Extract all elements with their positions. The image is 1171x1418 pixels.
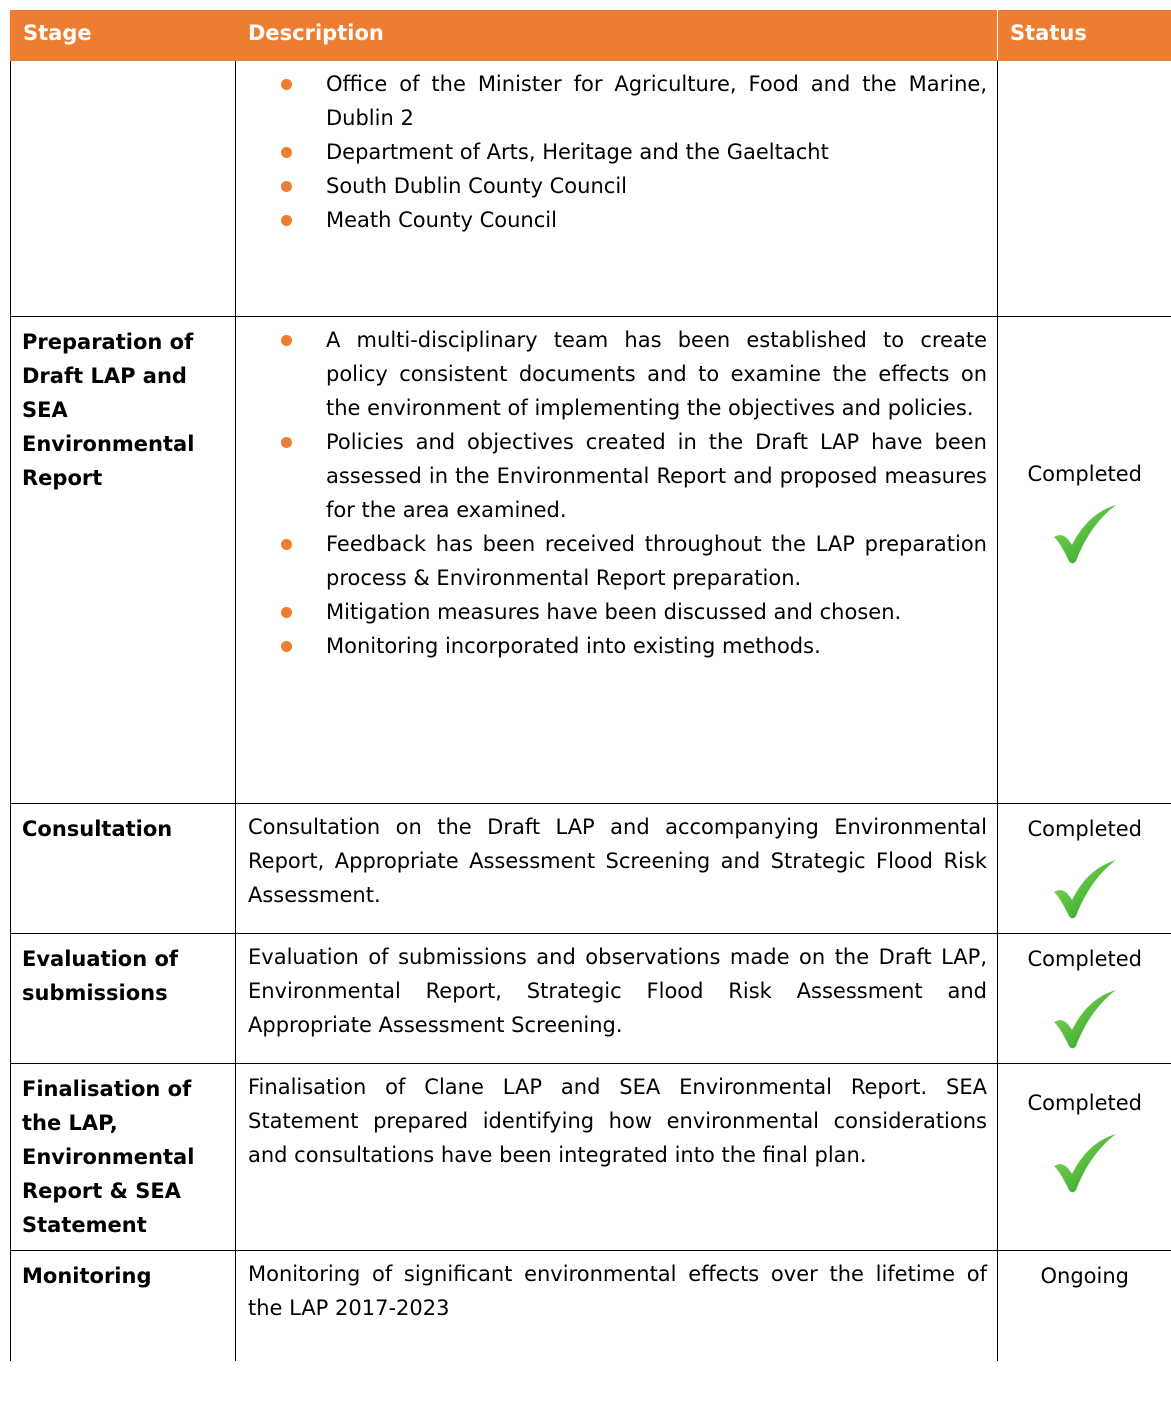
status-cell (998, 804, 1171, 934)
table-row (11, 61, 1171, 317)
table-row (11, 804, 1171, 934)
stage-cell: Consultation (11, 804, 236, 934)
list-item: Monitoring incorporated into existing methods. (248, 629, 987, 663)
orange-bullet-icon (281, 215, 292, 226)
orange-bullet-icon (281, 181, 292, 192)
orange-bullet-icon (281, 641, 292, 652)
status-cell (998, 934, 1171, 1064)
table-row (11, 1251, 1171, 1361)
stage-cell: Preparation of Draft LAP and SEA Environmental Report (11, 317, 236, 804)
stage-cell: Evaluation of submissions (11, 934, 236, 1064)
status-cell (998, 1251, 1171, 1361)
orange-bullet-icon (281, 539, 292, 550)
bullet-list (248, 323, 987, 663)
list-item: Policies and objectives created in the Draft LAP have been assessed in the Environmental Report and proposed measures for the area examined. (248, 425, 987, 527)
header-status: Status (998, 11, 1171, 61)
status-label: Completed (1027, 462, 1143, 486)
header-description: Description (236, 11, 998, 61)
table-row (11, 317, 1171, 804)
status-label: Ongoing (1040, 1264, 1129, 1288)
description-cell: Consultation on the Draft LAP and accompanying Environmental Report, Appropriate Assessment Screening and Strategic Flood Risk Assessment. (236, 804, 998, 934)
orange-bullet-icon (281, 79, 292, 90)
status-label: Completed (1027, 1091, 1143, 1115)
stages-table (10, 10, 1171, 1361)
list-item: Mitigation measures have been discussed and chosen. (248, 595, 987, 629)
orange-bullet-icon (281, 147, 292, 158)
status-cell (998, 1064, 1171, 1251)
description-cell: Finalisation of Clane LAP and SEA Environmental Report. SEA Statement prepared identifying how environmental considerations and consultations have been integrated into the final plan. (236, 1064, 998, 1251)
bullet-list (248, 67, 987, 237)
status-label: Completed (1027, 817, 1143, 841)
status-cell (998, 61, 1171, 317)
stage-cell: Finalisation of the LAP, Environmental Report & SEA Statement (11, 1064, 236, 1251)
description-cell: Evaluation of submissions and observations made on the Draft LAP, Environmental Report, Strategic Flood Risk Assessment and Appropriate Assessment Screening. (236, 934, 998, 1064)
list-item: Department of Arts, Heritage and the Gaeltacht (248, 135, 987, 169)
description-cell (236, 61, 998, 317)
stage-cell (11, 61, 236, 317)
green-checkmark-icon (1052, 988, 1118, 1050)
table-row (11, 1064, 1171, 1251)
orange-bullet-icon (281, 335, 292, 346)
list-item: Meath County Council (248, 203, 987, 237)
table-header-row (11, 11, 1171, 61)
description-cell: Monitoring of significant environmental effects over the lifetime of the LAP 2017-2023 (236, 1251, 998, 1361)
status-cell (998, 317, 1171, 804)
stage-cell: Monitoring (11, 1251, 236, 1361)
green-checkmark-icon (1052, 858, 1118, 920)
list-item: Feedback has been received throughout the LAP preparation process & Environmental Report preparation. (248, 527, 987, 595)
header-stage: Stage (11, 11, 236, 61)
list-item: South Dublin County Council (248, 169, 987, 203)
orange-bullet-icon (281, 437, 292, 448)
list-item: A multi-disciplinary team has been established to create policy consistent documents and to examine the effects on the environment of implementing the objectives and policies. (248, 323, 987, 425)
description-cell (236, 317, 998, 804)
table-row (11, 934, 1171, 1064)
green-checkmark-icon (1052, 1132, 1118, 1194)
list-item: Office of the Minister for Agriculture, Food and the Marine, Dublin 2 (248, 67, 987, 135)
orange-bullet-icon (281, 607, 292, 618)
status-label: Completed (1027, 947, 1143, 971)
green-checkmark-icon (1052, 503, 1118, 565)
